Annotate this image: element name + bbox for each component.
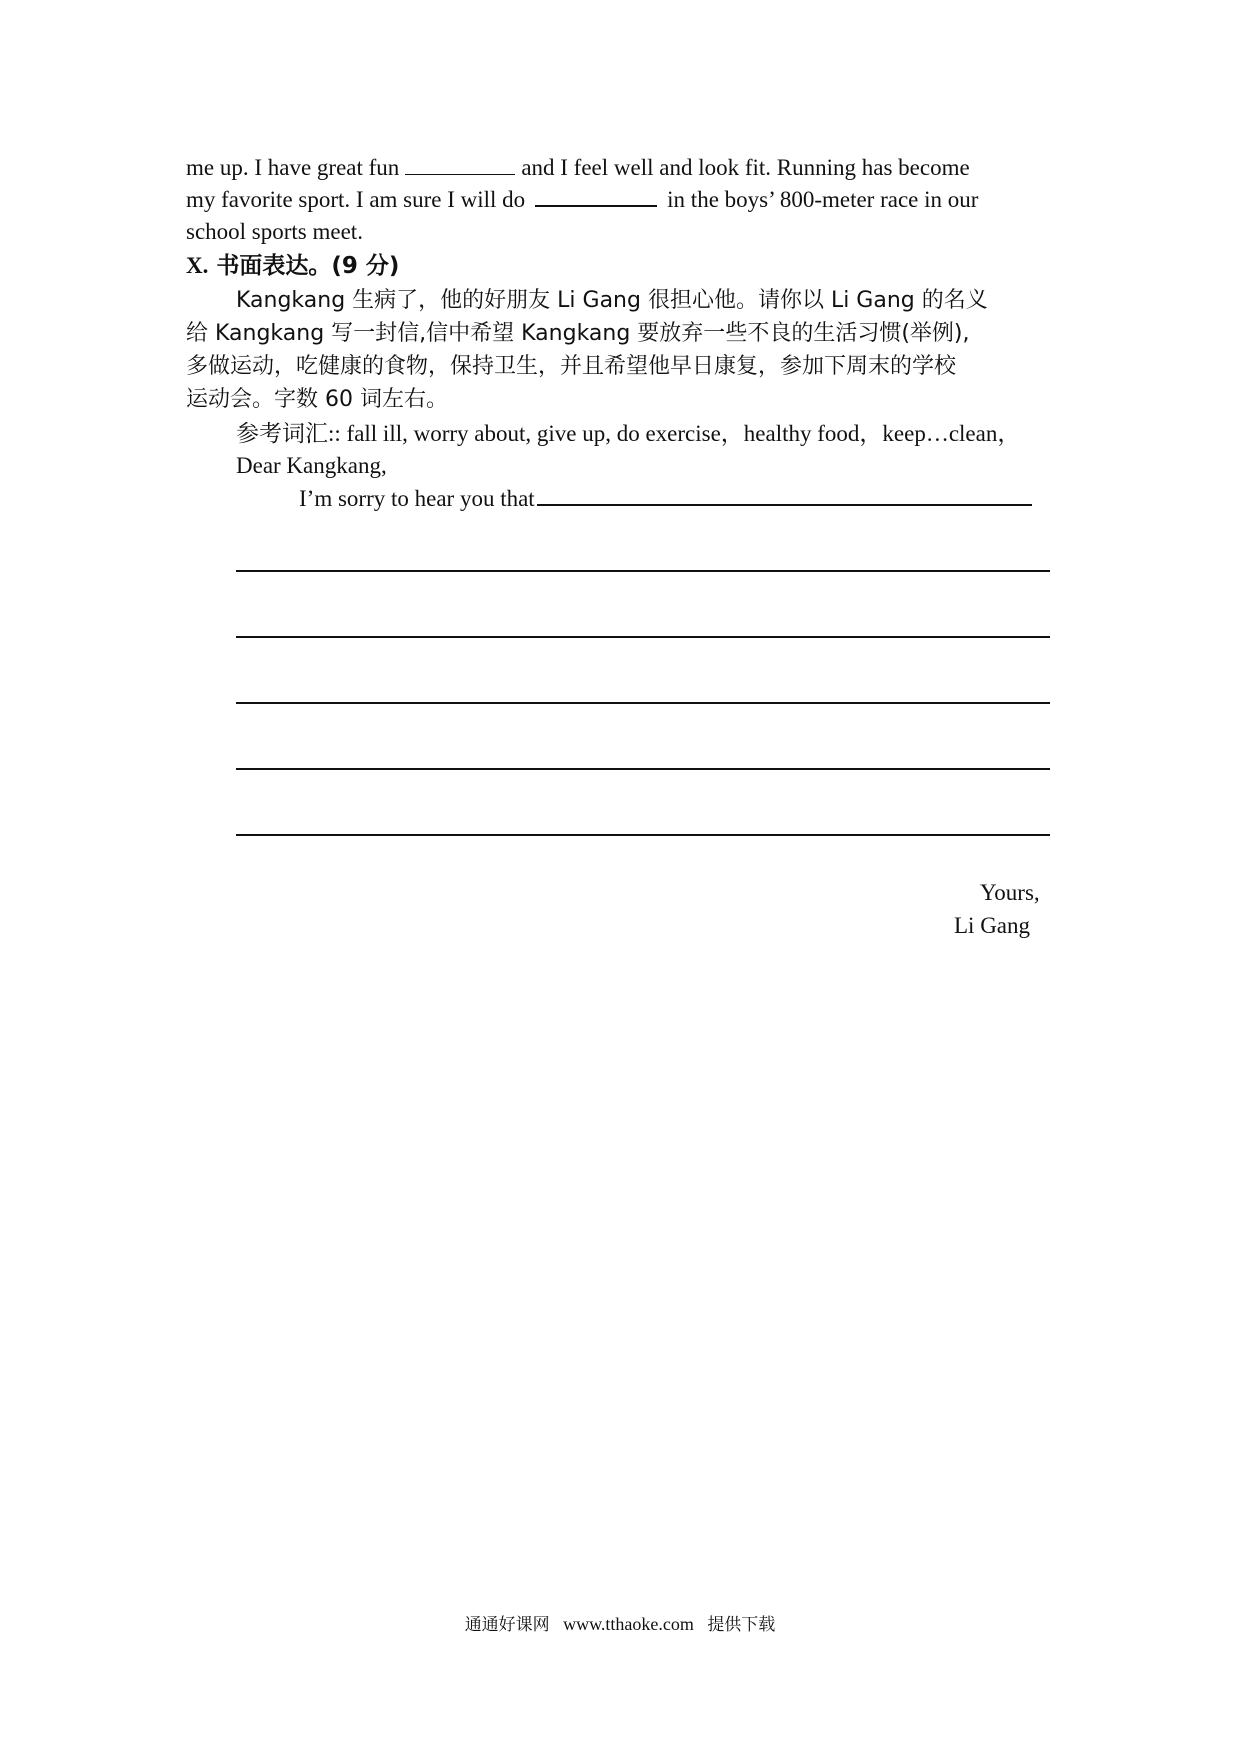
letter-signature: Li Gang — [954, 913, 1031, 938]
passage-text: me up. I have great fun — [186, 155, 400, 180]
section-heading — [186, 250, 399, 282]
writing-line-3[interactable] — [236, 702, 1050, 704]
writing-line-1[interactable] — [236, 570, 1050, 572]
page-footer — [0, 1610, 1240, 1635]
passage-line-2 — [186, 184, 978, 216]
passage-text: in the boys’ 800-meter race in our — [667, 187, 979, 212]
letter-closing: Yours, — [980, 880, 1040, 905]
footer-site-name: 通通好课网 — [464, 1615, 550, 1635]
passage-text: school sports meet. — [186, 219, 363, 244]
fill-blank-1[interactable] — [405, 173, 515, 175]
footer-suffix: 提供下载 — [707, 1615, 776, 1635]
passage-line-3 — [186, 216, 363, 248]
passage-text: and I feel well and look fit. Running has become — [521, 155, 970, 180]
writing-line-0[interactable] — [537, 503, 1032, 506]
passage-text: my favorite sport. I am sure I will do — [186, 187, 526, 212]
writing-line-2[interactable] — [236, 636, 1050, 638]
vocab-hint: 参考词汇:: fall ill, worry about, give up, do exercise，healthy food，keep…clean， — [236, 421, 1021, 446]
instruction-line-2: 给 Kangkang 写一封信,信中希望 Kangkang 要放弃一些不良的生活习惯(举例), — [186, 321, 970, 346]
section-title: 书面表达。(9 分) — [216, 253, 400, 279]
instruction-line-1: Kangkang 生病了，他的好朋友 Li Gang 很担心他。请你以 Li Gang 的名义 — [236, 288, 988, 313]
instruction-line-4: 运动会。字数 60 词左右。 — [186, 387, 448, 412]
letter-opening: I’m sorry to hear you that — [299, 486, 535, 511]
writing-line-5[interactable] — [236, 834, 1050, 836]
instruction-line-3: 多做运动，吃健康的食物，保持卫生，并且希望他早日康复，参加下周末的学校 — [186, 354, 957, 379]
letter-opening-line — [299, 483, 1032, 515]
letter-salutation: Dear Kangkang, — [236, 453, 387, 478]
passage-line-1 — [186, 152, 970, 184]
fill-blank-2[interactable] — [535, 204, 657, 207]
section-number: X. — [186, 253, 209, 278]
footer-url[interactable]: www.tthaoke.com — [563, 1614, 694, 1634]
writing-line-4[interactable] — [236, 768, 1050, 770]
